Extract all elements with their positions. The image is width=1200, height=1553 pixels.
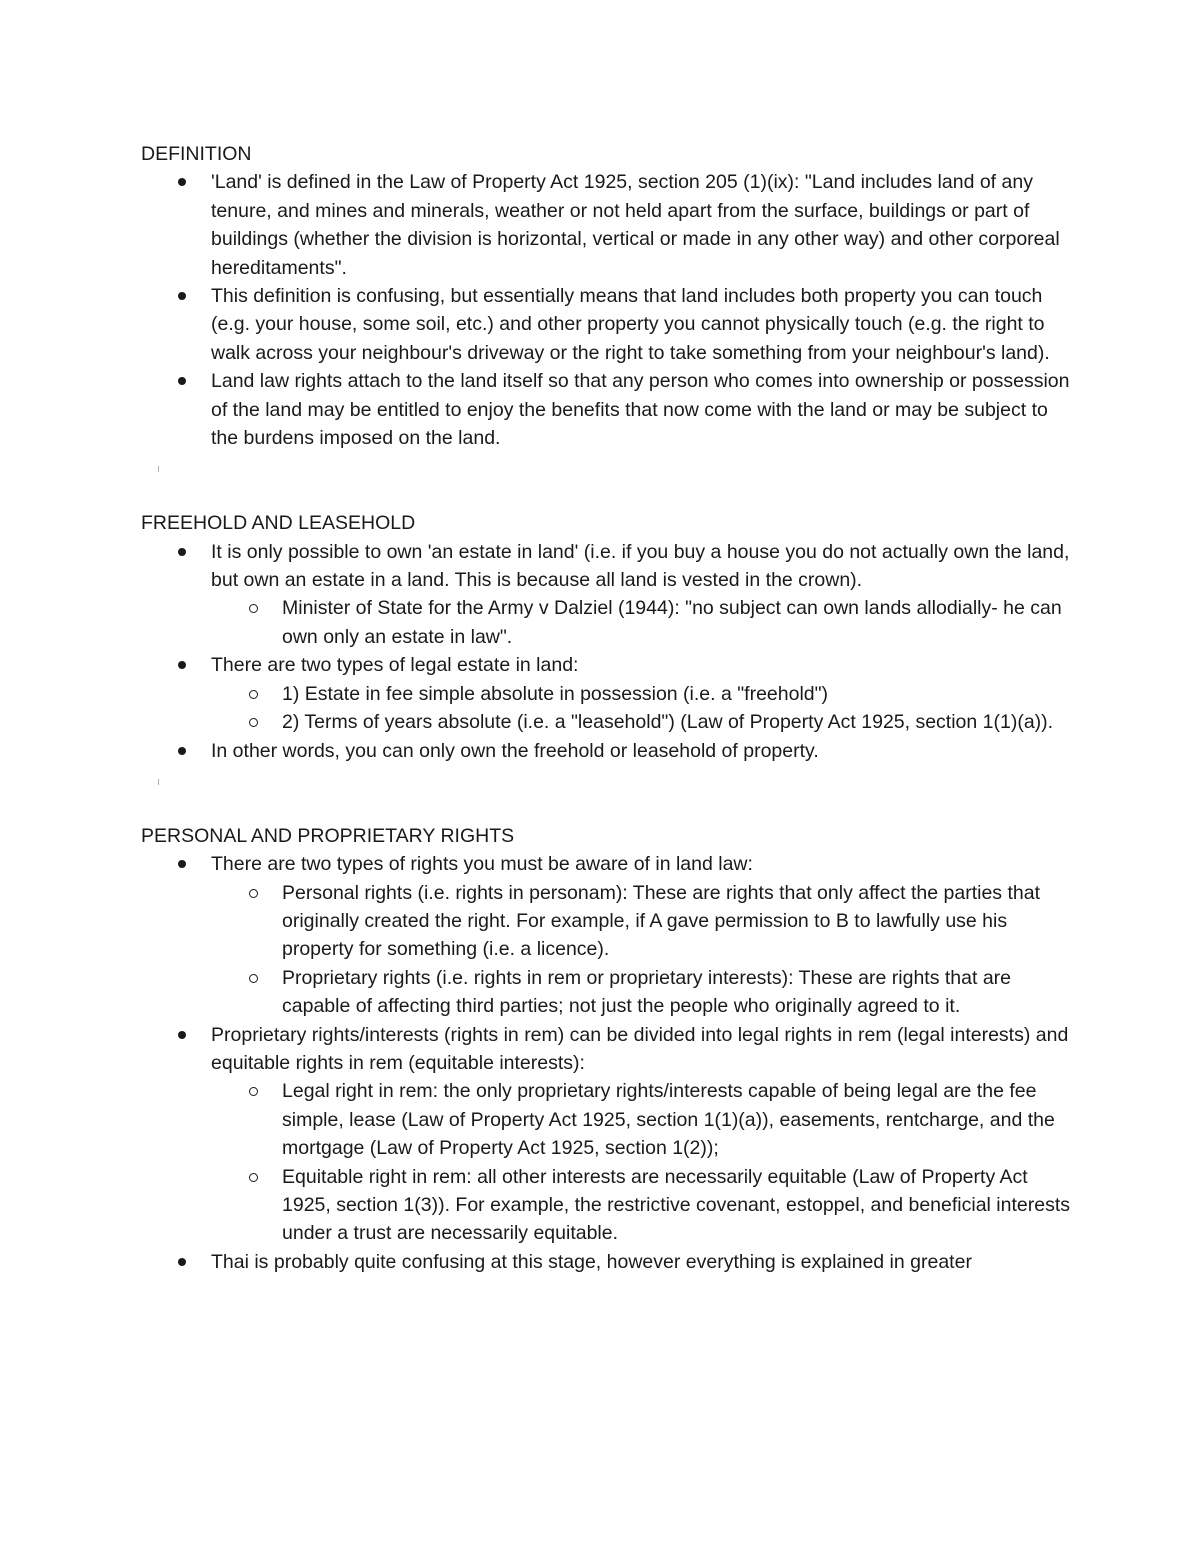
bullet-circle-icon bbox=[249, 974, 258, 983]
sub-bullet-list bbox=[141, 879, 1071, 1021]
bullet-list bbox=[141, 538, 1071, 765]
bullet-dot-icon bbox=[178, 1258, 186, 1266]
section-spacer bbox=[141, 452, 1071, 480]
section-definition bbox=[141, 140, 1071, 452]
sub-list-item-text: 1) Estate in fee simple absolute in possession (i.e. a "freehold") bbox=[282, 682, 829, 705]
list-item-text: 'Land' is defined in the Law of Property Act 1925, section 205 (1)(ix): "Land includes land of any tenure, and mines and minerals, weather or not held apart from the surface, buildings or part of buildings (whether the division is horizontal, vertical or made in any other way) and other corporeal hereditaments". bbox=[211, 171, 1060, 279]
cursor-mark bbox=[158, 779, 159, 785]
sub-bullet-list bbox=[141, 680, 1071, 737]
bullet-circle-icon bbox=[249, 1173, 258, 1182]
list-item bbox=[141, 850, 1071, 1020]
sub-list-item bbox=[141, 594, 1071, 651]
bullet-circle-icon bbox=[249, 690, 258, 699]
sub-list-item-text: Proprietary rights (i.e. rights in rem or proprietary interests): These are rights that are capable of affecting third parties; not just the people who originally agreed to it. bbox=[282, 966, 1012, 1018]
sub-list-item-text: 2) Terms of years absolute (i.e. a "leasehold") (Law of Property Act 1925, section 1(1)(a)). bbox=[282, 711, 1054, 734]
sub-bullet-list bbox=[141, 594, 1071, 651]
bullet-dot-icon bbox=[178, 178, 186, 186]
section-heading: PERSONAL AND PROPRIETARY RIGHTS bbox=[141, 824, 515, 847]
bullet-dot-icon bbox=[178, 860, 186, 868]
bullet-dot-icon bbox=[178, 292, 186, 300]
sub-list-item bbox=[141, 964, 1071, 1021]
section-personal-proprietary-rights bbox=[141, 822, 1071, 1277]
bullet-circle-icon bbox=[249, 718, 258, 727]
document-page bbox=[141, 140, 1071, 1276]
sub-list-item bbox=[141, 680, 1071, 708]
list-item bbox=[141, 367, 1071, 452]
list-item bbox=[141, 282, 1071, 367]
bullet-dot-icon bbox=[178, 548, 186, 556]
sub-list-item bbox=[141, 879, 1071, 964]
bullet-circle-icon bbox=[249, 1087, 258, 1096]
section-heading: FREEHOLD AND LEASEHOLD bbox=[141, 512, 416, 535]
section-gap bbox=[141, 793, 1071, 821]
list-item-text: There are two types of legal estate in land: bbox=[211, 654, 579, 677]
section-spacer bbox=[141, 765, 1071, 793]
list-item bbox=[141, 651, 1071, 736]
sub-list-item-text: Legal right in rem: the only proprietary rights/interests capable of being legal are the fee simple, lease (Law of Property Act 1925, section 1(1)(a)), easements, rentcharge, and the mortgage (Law of Property Act 1925, section 1(2)); bbox=[282, 1080, 1055, 1160]
sub-list-item-text: Personal rights (i.e. rights in personam): These are rights that only affect the parties that originally created the right. For example, if A gave permission to B to lawfully use his property for something (i.e. a licence). bbox=[282, 881, 1040, 961]
section-heading: DEFINITION bbox=[141, 143, 252, 165]
cursor-mark bbox=[158, 466, 159, 472]
section-gap bbox=[141, 481, 1071, 509]
bullet-list bbox=[141, 168, 1071, 452]
list-item-text: It is only possible to own 'an estate in land' (i.e. if you buy a house you do not actually own the land, but own an estate in a land. This is because all land is vested in the crown). bbox=[211, 540, 1070, 592]
sub-list-item-text: Minister of State for the Army v Dalziel (1944): "no subject can own lands allodially- he can own only an estate in law". bbox=[282, 597, 1062, 648]
sub-list-item bbox=[141, 1077, 1071, 1162]
sub-bullet-list bbox=[141, 1077, 1071, 1247]
section-freehold-leasehold bbox=[141, 509, 1071, 765]
bullet-circle-icon bbox=[249, 889, 258, 898]
list-item-text: Thai is probably quite confusing at this stage, however everything is explained in greater bbox=[211, 1250, 972, 1273]
list-item bbox=[141, 1248, 1071, 1276]
bullet-dot-icon bbox=[178, 377, 186, 385]
bullet-list bbox=[141, 850, 1071, 1276]
bullet-dot-icon bbox=[178, 1031, 186, 1039]
bullet-circle-icon bbox=[249, 604, 258, 613]
sub-list-item-text: Equitable right in rem: all other interests are necessarily equitable (Law of Property Act 1925, section 1(3)). For example, the restrictive covenant, estoppel, and beneficial interests under a trust are necessarily equitable. bbox=[282, 1165, 1070, 1245]
list-item bbox=[141, 737, 1071, 765]
bullet-dot-icon bbox=[178, 747, 186, 755]
list-item-text: Proprietary rights/interests (rights in rem) can be divided into legal rights in rem (legal interests) and equitable rights in rem (equitable interests): bbox=[211, 1023, 1069, 1074]
sub-list-item bbox=[141, 1163, 1071, 1248]
bullet-dot-icon bbox=[178, 661, 186, 669]
list-item-text: This definition is confusing, but essentially means that land includes both property you can touch (e.g. your house, some soil, etc.) and other property you cannot physically touch (e.g. the right to walk across your neighbour's driveway or the right to take something from your neighbour's land). bbox=[211, 285, 1050, 364]
list-item-text: In other words, you can only own the freehold or leasehold of property. bbox=[211, 739, 819, 762]
sub-list-item bbox=[141, 708, 1071, 736]
list-item-text: Land law rights attach to the land itself so that any person who comes into ownership or possession of the land may be entitled to enjoy the benefits that now come with the land or may be subject to the burdens imposed on the land. bbox=[211, 370, 1070, 450]
list-item-text: There are two types of rights you must be aware of in land law: bbox=[211, 853, 753, 876]
list-item bbox=[141, 538, 1071, 652]
list-item bbox=[141, 1021, 1071, 1248]
list-item bbox=[141, 168, 1071, 282]
